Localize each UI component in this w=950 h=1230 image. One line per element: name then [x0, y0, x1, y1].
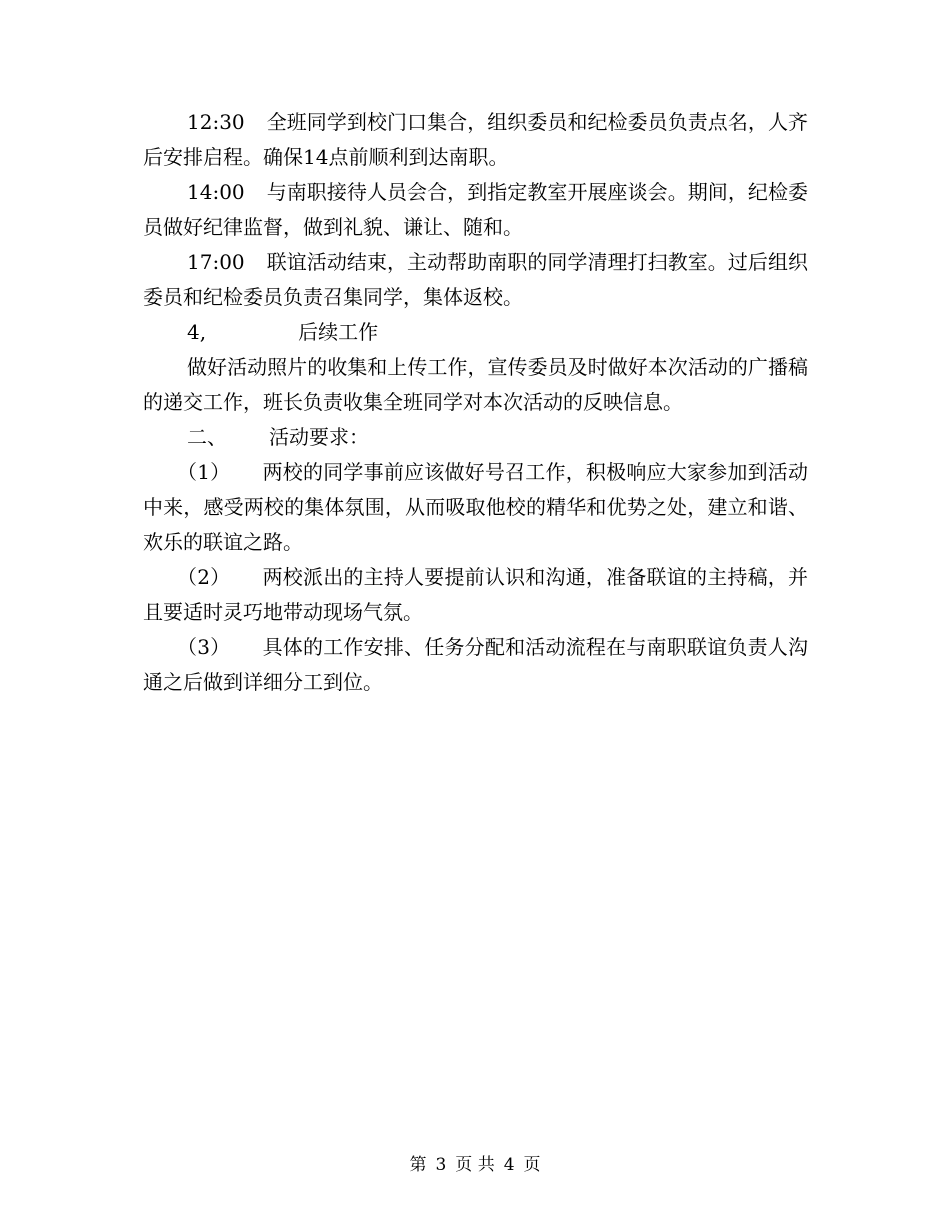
- requirement-item-2: [143, 560, 808, 630]
- item-number: （2）: [177, 565, 231, 589]
- page-footer: [0, 1154, 950, 1176]
- paragraph-text: 联谊活动结束，主动帮助南职的同学清理打扫教室。过后组织委员和纪检委员负责召集同学，集体返校。: [143, 250, 808, 309]
- footer-middle: 页 共: [455, 1155, 495, 1175]
- item-number: （1）: [177, 460, 231, 484]
- section-title: 活动要求：: [269, 425, 369, 449]
- paragraph-text: 两校的同学事前应该做好号召工作，积极响应大家参加到活动中来，感受两校的集体氛围，从而吸取他校的精华和优势之处，建立和谐、欢乐的联谊之路。: [143, 460, 808, 554]
- paragraph-text: 与南职接待人员会合，到指定教室开展座谈会。期间，纪检委员做好纪律监督，做到礼貌、谦让、随和。: [143, 180, 808, 239]
- footer-prefix: 第: [409, 1155, 427, 1175]
- paragraph-text: 全班同学到校门口集合，组织委员和纪检委员负责点名，人齐后安排启程。确保14点前顺利到达南职。: [143, 110, 808, 169]
- schedule-1400: [143, 175, 808, 245]
- schedule-1230: [143, 105, 808, 175]
- paragraph-text: 具体的工作安排、任务分配和活动流程在与南职联谊负责人沟通之后做到详细分工到位。: [143, 635, 808, 694]
- footer-suffix: 页: [523, 1155, 541, 1175]
- requirement-item-3: [143, 630, 808, 700]
- time-label: 17:00: [187, 250, 245, 274]
- section-number: 二、: [187, 425, 227, 449]
- footer-total-pages: 4: [503, 1155, 515, 1175]
- section-heading-requirements: [143, 420, 808, 455]
- section-heading-followup: [143, 315, 808, 350]
- time-label: 14:00: [187, 180, 245, 204]
- section-number: 4,: [187, 320, 207, 344]
- footer-page-number: 3: [435, 1155, 447, 1175]
- requirement-item-1: [143, 455, 808, 560]
- paragraph-text: 两校派出的主持人要提前认识和沟通，准备联谊的主持稿，并且要适时灵巧地带动现场气氛。: [143, 565, 808, 624]
- document-body: [143, 105, 808, 700]
- section-title: 后续工作: [298, 320, 379, 344]
- schedule-1700: [143, 245, 808, 315]
- item-number: （3）: [177, 635, 231, 659]
- followup-paragraph: [143, 350, 808, 420]
- paragraph-text: 做好活动照片的收集和上传工作，宣传委员及时做好本次活动的广播稿的递交工作，班长负责收集全班同学对本次活动的反映信息。: [143, 355, 808, 414]
- time-label: 12:30: [187, 110, 245, 134]
